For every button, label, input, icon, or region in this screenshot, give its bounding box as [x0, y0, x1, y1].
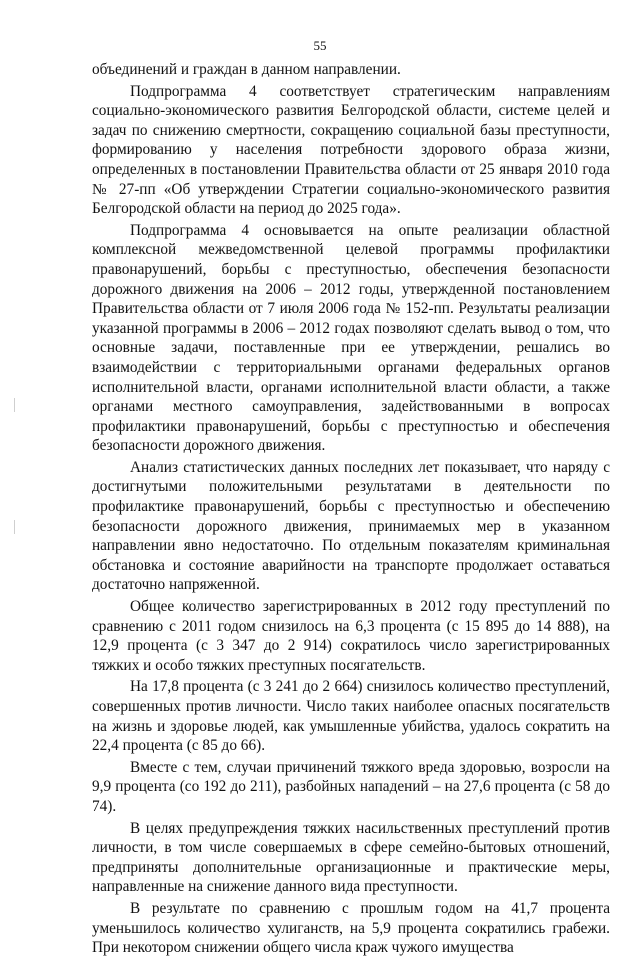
paragraph-continued: объединений и граждан в данном направлении. [92, 61, 401, 78]
page-number: 55 [313, 38, 327, 53]
paragraph: Подпрограмма 4 соответствует стратегическим направлениям социально-экономического развития Белгородской области, системе целей и задач по снижению смертности, сокращению социальной базы преступности, формированию у населения потребности здорового образа жизни, определенных в постановлении Правительства области от 25 января 2010 года № 27-пп «Об утверждении Стратегии социально-экономического развития Белгородской области на период до 2025 года». [92, 82, 610, 218]
paragraph: В целях предупреждения тяжких насильственных преступлений против личности, в том числе совершаемых в сфере семейно-бытовых отношений, предприняты дополнительные организационные и практические меры, направленные на снижение данного вида преступности. [92, 819, 610, 896]
paragraph: В результате по сравнению с прошлым годом на 41,7 процента уменьшилось количество хулиганств, на 5,9 процента сократились грабежи. При некотором снижении общего числа краж чужого имущества [92, 899, 610, 957]
paragraph: Анализ статистических данных последних лет показывает, что наряду с достигнутыми положительными результатами в деятельности по профилактике правонарушений, борьбы с преступностью и обеспечению безопасности дорожного движения, принимаемых мер в указанном направлении явно недостаточно. По отдельным показателям криминальная обстановка и состояние аварийности на транспорте продолжает оставаться достаточно напряженной. [92, 458, 610, 594]
paragraph: Вместе с тем, случаи причинений тяжкого вреда здоровью, возросли на 9,9 процента (со 192 до 211), разбойных нападений – на 27,6 процента (с 58 до 74). [92, 758, 610, 815]
paragraph: На 17,8 процента (с 3 241 до 2 664) снизилось количество преступлений, совершенных против личности. Число таких наиболее опасных посягательств на жизнь и здоровье людей, как умышленные убийства, удалось сократить на 22,4 процента (с 85 до 66). [92, 678, 610, 755]
paragraph: Общее количество зарегистрированных в 2012 году преступлений по сравнению с 2011 годом снизилось на 6,3 процента (с 15 895 до 14 888), на 12,9 процента (с 3 347 до 2 914) сократилось число зарегистрированных тяжких и особо тяжких преступных посягательств. [92, 598, 610, 674]
scan-margin-mark [14, 398, 15, 412]
scan-margin-mark [14, 520, 15, 534]
paragraph: Подпрограмма 4 основывается на опыте реализации областной комплексной межведомственной целевой программы профилактики правонарушений, борьбы с преступностью, обеспечения безопасности дорожного движения на 2006 – 2012 годы, утвержденной постановлением Правительства области от 7 июля 2006 года № 152-пп. Результаты реализации указанной программы в 2006 – 2012 годах позволяют сделать вывод о том, что основные задачи, поставленные при ее утверждении, решались во взаимодействии с территориальными органами федеральных органов исполнительной власти, органами исполнительной власти области, а также органами местного самоуправления, задействованными в вопросах профилактики правонарушений, борьбы с преступностью и обеспечения безопасности дорожного движения. [92, 221, 610, 455]
document-body [92, 60, 610, 960]
